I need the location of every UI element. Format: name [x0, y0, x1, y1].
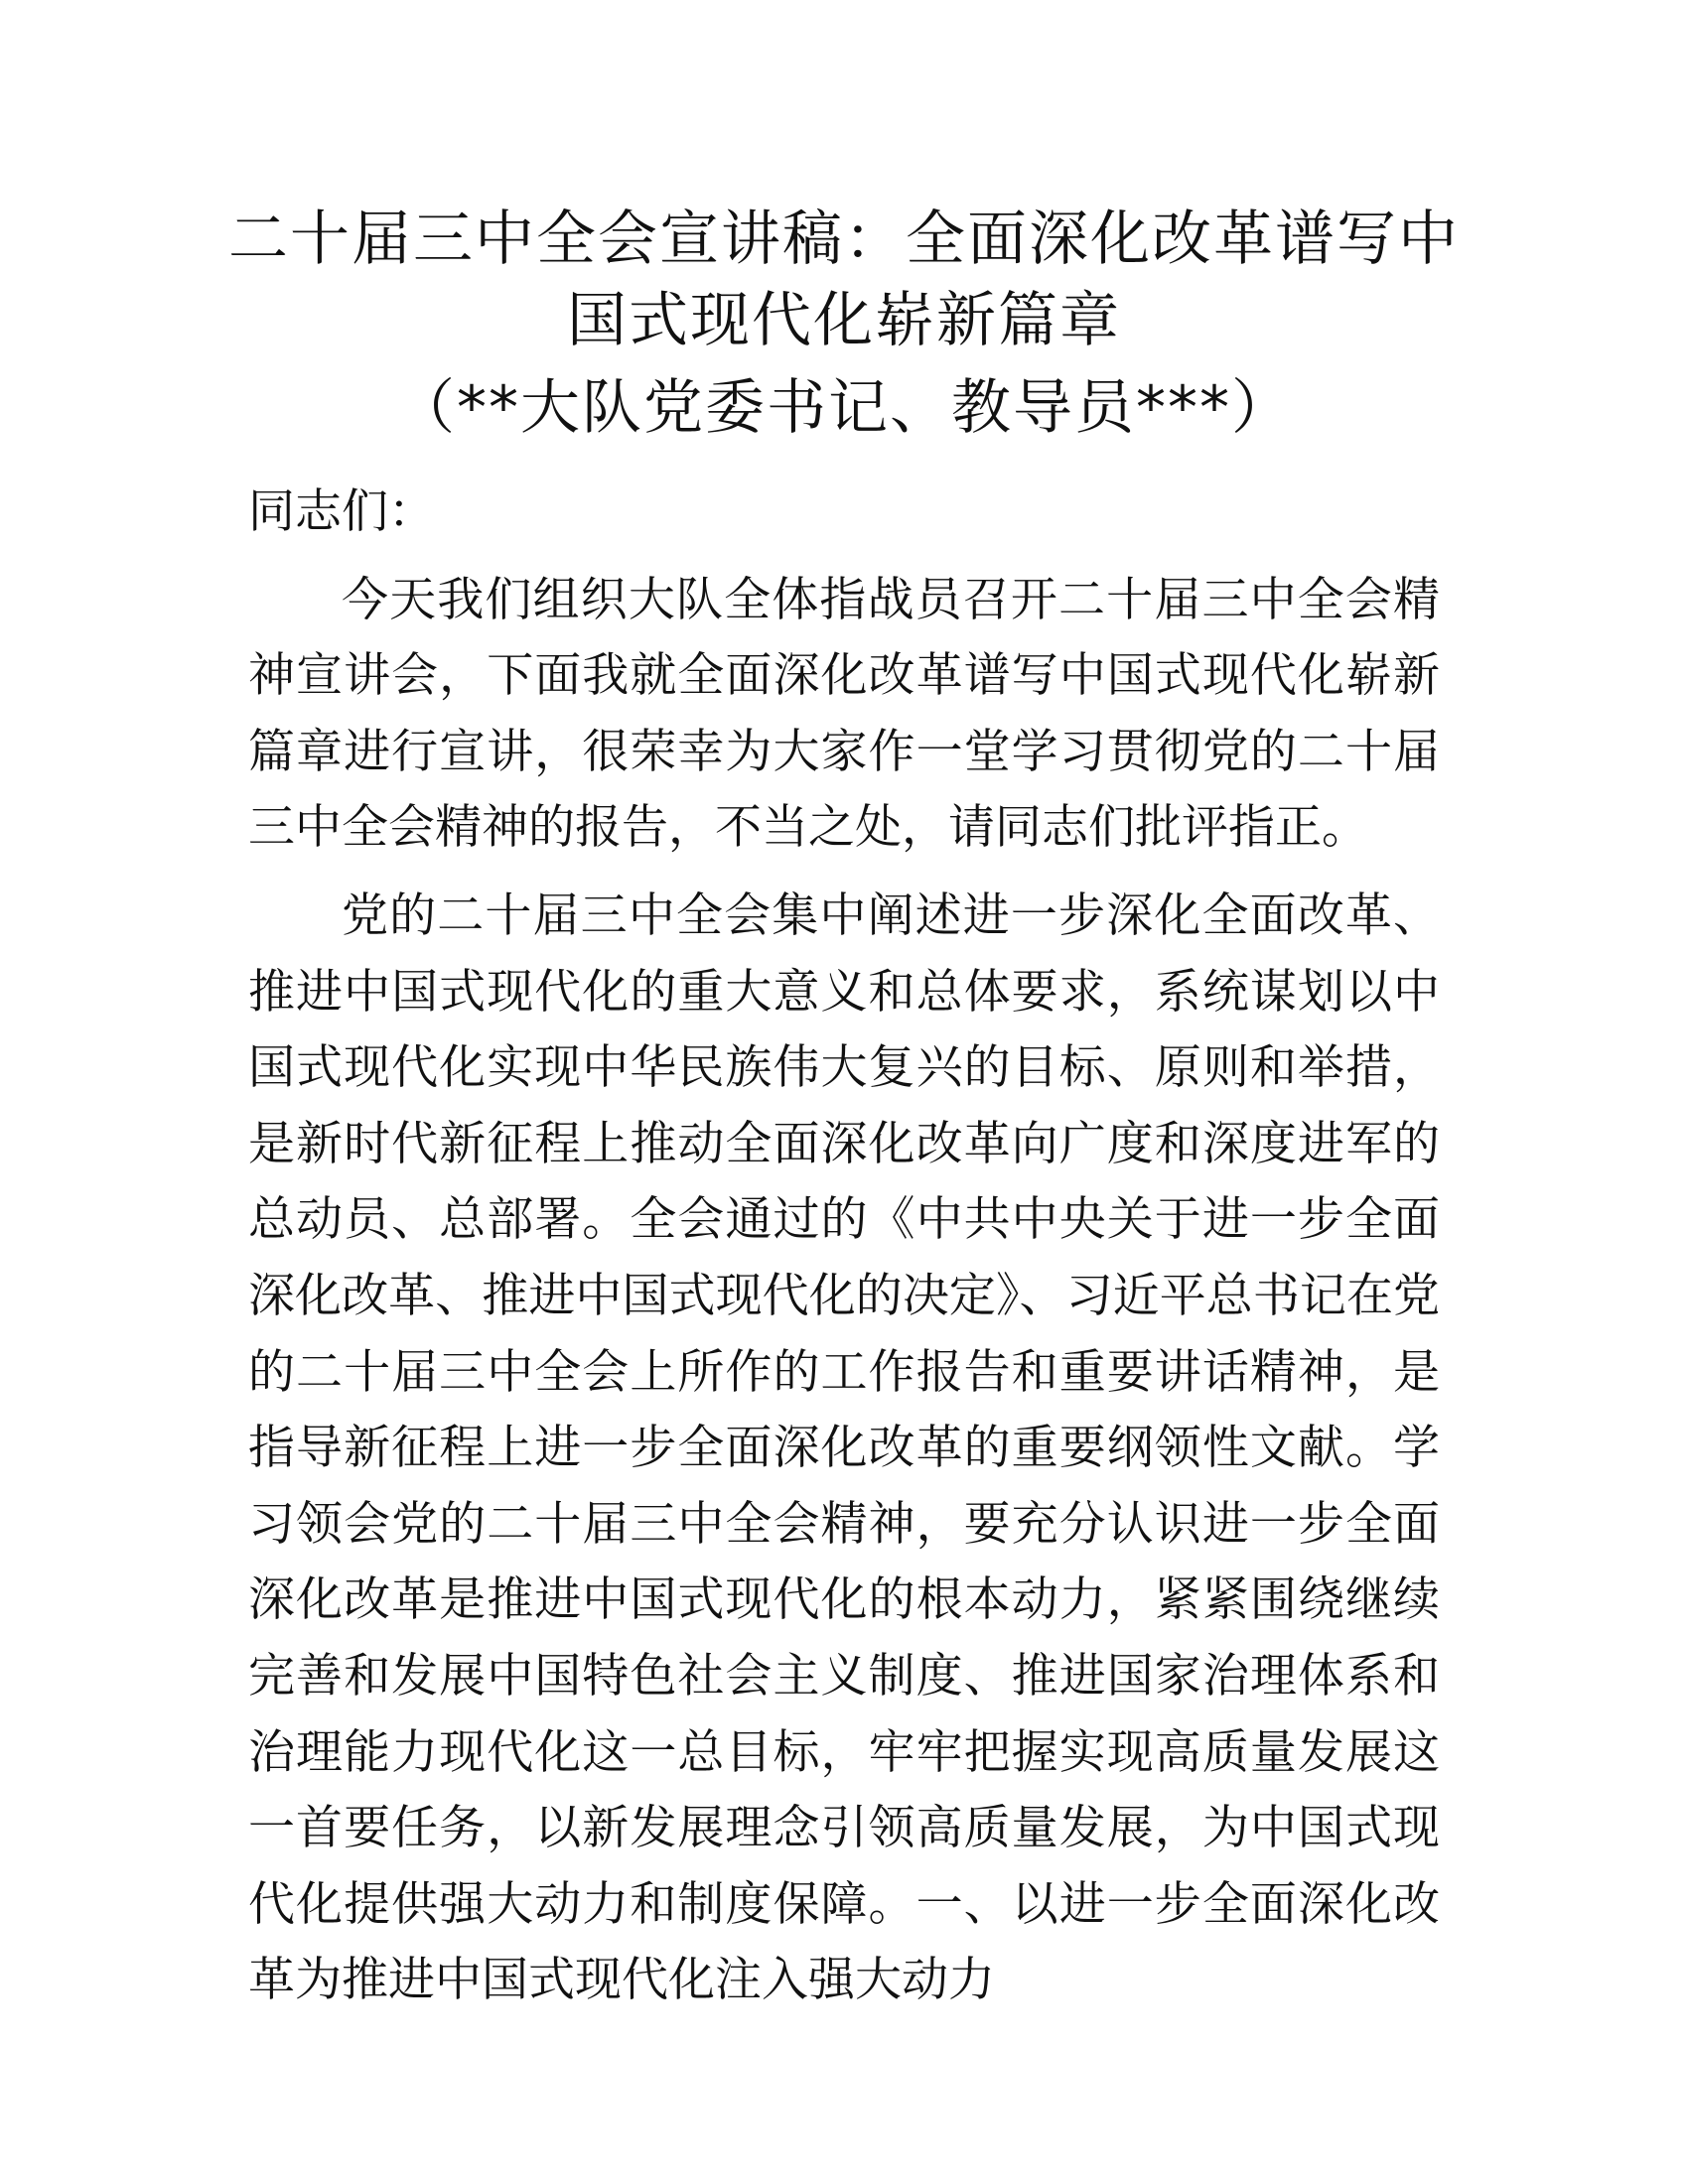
document-body — [248, 475, 1440, 2019]
paragraph: 今天我们组织大队全体指战员召开二十届三中全会精神宣讲会，下面我就全面深化改革谱写中国式现代化崭新篇章进行宣讲，很荣幸为大家作一堂学习贯彻党的二十届三中全会精神的报告，不当之处，请同志们批评指正。 — [248, 572, 1440, 856]
document-title: 二十届三中全会宣讲稿：全面深化改革谱写中国式现代化崭新篇章 — [228, 205, 1460, 355]
paragraph: 党的二十届三中全会集中阐述进一步深化全面改革、推进中国式现代化的重大意义和总体要求，系统谋划以中国式现代化实现中华民族伟大复兴的目标、原则和举措，是新时代新征程上推动全面深化改革向广度和深度进军的总动员、总部署。全会通过的《中共中央关于进一步全面深化改革、推进中国式现代化的决定》、习近平总书记在党的二十届三中全会上所作的工作报告和重要讲话精神，是指导新征程上进一步全面深化改革的重要纲领性文献。学习领会党的二十届三中全会精神，要充分认识进一步全面深化改革是推进中国式现代化的根本动力，紧紧围绕继续完善和发展中国特色社会主义制度、推进国家治理体系和治理能力现代化这一总目标，牢牢把握实现高质量发展这一首要任务，以新发展理念引领高质量发展，为中国式现代化提供强大动力和制度保障。一、以进一步全面深化改革为推进中国式现代化注入强大动力 — [248, 887, 1440, 2008]
greeting: 同志们： — [248, 484, 435, 539]
document-subtitle: （**大队党委书记、教导员***） — [395, 373, 1293, 443]
